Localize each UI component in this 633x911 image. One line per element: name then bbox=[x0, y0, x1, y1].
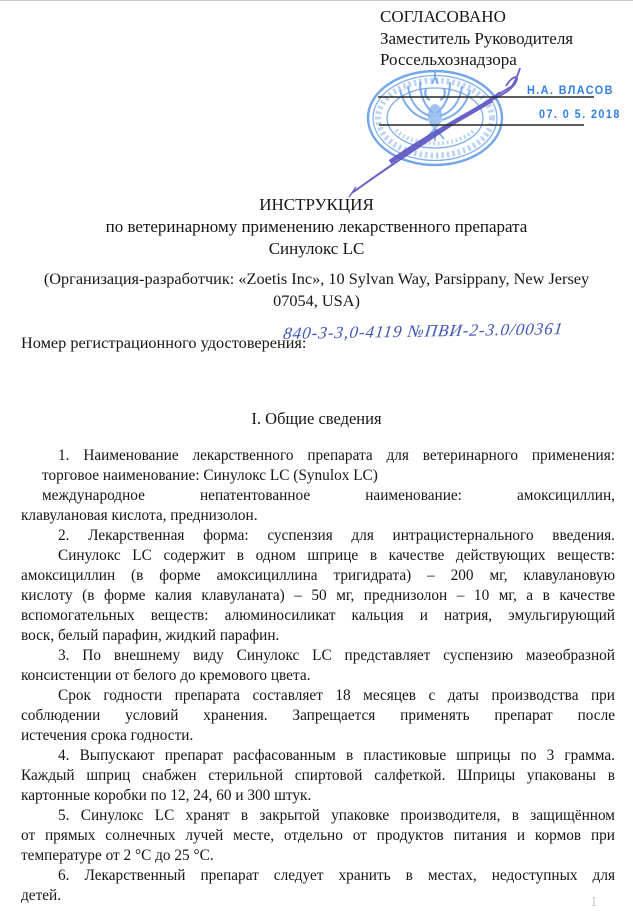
seal-circular-text bbox=[378, 81, 492, 156]
body-line: температуре от 2 °С до 25 °С. bbox=[21, 847, 214, 864]
body-line: консистенции от белого до кремового цвета. bbox=[21, 667, 311, 684]
body-line: картонные коробки по 12, 24, 60 и 300 штук. bbox=[21, 787, 312, 804]
page-number: 1 bbox=[590, 894, 598, 910]
body-line: 3. По внешнему виду Синулокс LC представляет суспензию мазеобразной bbox=[58, 647, 615, 664]
double-headed-eagle-icon bbox=[400, 72, 470, 141]
body-line: 2. Лекарственная форма: суспензия для интрацистернального введения. bbox=[58, 527, 615, 544]
body-line: кислоту (в форме калия клавуланата) – 50 мг, преднизолон – 10 мг, а в качестве bbox=[21, 587, 615, 604]
developer-block bbox=[0, 268, 633, 312]
seal-rings bbox=[368, 71, 502, 165]
approver-position: Заместитель Руководителя bbox=[380, 28, 574, 48]
approval-date-stamp: 07. 0 5. 2018 bbox=[539, 107, 621, 121]
body-line: детей. bbox=[21, 887, 62, 904]
body-line: 5. Синулокс LC хранят в закрытой упаковке производителя, в защищённом bbox=[58, 807, 615, 824]
approval-block bbox=[380, 6, 573, 71]
body-line: 1. Наименование лекарственного препарата для ветеринарного применения: bbox=[58, 447, 615, 464]
body-line: соблюдении условий хранения. Запрещается применять препарат после bbox=[21, 707, 615, 724]
approver-organization: Россельхознадзора bbox=[380, 50, 517, 69]
body-line: Срок годности препарата составляет 18 месяцев с даты производства при bbox=[58, 687, 615, 704]
body-line: международное непатентованное наименование: амоксициллин, bbox=[42, 487, 615, 504]
approval-status: СОГЛАСОВАНО bbox=[380, 7, 506, 26]
body-line: клавулановая кислота, преднизолон. bbox=[21, 507, 258, 524]
body-line: вспомогательных веществ: алюминосиликат кальция и натрия, эмульгирующий bbox=[21, 607, 615, 624]
document-subtitle: по ветеринарному применению лекарственного препарата bbox=[105, 217, 528, 236]
official-seal bbox=[340, 58, 540, 203]
body-line: амоксициллин (в форме амоксициллина тригидрата) – 200 мг, клавулановую bbox=[21, 567, 615, 584]
body-line: воск, белый парафин, жидкий парафин. bbox=[21, 627, 280, 644]
body-text bbox=[21, 446, 615, 906]
body-line: 4. Выпускают препарат расфасованным в пластиковые шприцы по 3 грамма. bbox=[58, 747, 615, 764]
approver-name-stamp: Н.А. ВЛАСОВ bbox=[527, 83, 614, 97]
scan-edge-line bbox=[0, 0, 633, 1]
title-block bbox=[0, 194, 633, 260]
developer-org-line1: (Организация-разработчик: «Zoetis Inc», 10 Sylvan Way, Parsippany, New Jersey bbox=[43, 269, 590, 288]
signature bbox=[349, 68, 520, 197]
seal-bottom-text-arc bbox=[396, 130, 474, 144]
document-title: ИНСТРУКЦИЯ bbox=[259, 195, 374, 214]
body-line: истечения срока годности. bbox=[21, 727, 194, 744]
registration-number-handwritten: 840-3-3,0-4119 №ПВИ-2-3.0/00361 bbox=[282, 319, 565, 344]
registration-label: Номер регистрационного удостоверения: bbox=[21, 333, 307, 352]
developer-org-line2: 07054, USA) bbox=[273, 291, 360, 310]
date-line bbox=[379, 124, 584, 126]
section-heading: I. Общие сведения bbox=[251, 409, 382, 428]
body-line: Синулокс LC содержит в одном шприце в качестве действующих веществ: bbox=[58, 547, 615, 564]
body-line: торговое наименование: Синулокс LC (Synulox LC) bbox=[42, 467, 378, 484]
drug-name: Синулокс LC bbox=[268, 239, 365, 258]
body-line: 6. Лекарственный препарат следует хранить в местах, недоступных для bbox=[58, 867, 615, 884]
body-line: Каждый шприц снабжен стерильной спиртовой салфеткой. Шприцы упакованы в bbox=[21, 767, 615, 784]
body-line: от прямых солнечных лучей месте, отдельно от продуктов питания и кормов при bbox=[21, 827, 615, 844]
